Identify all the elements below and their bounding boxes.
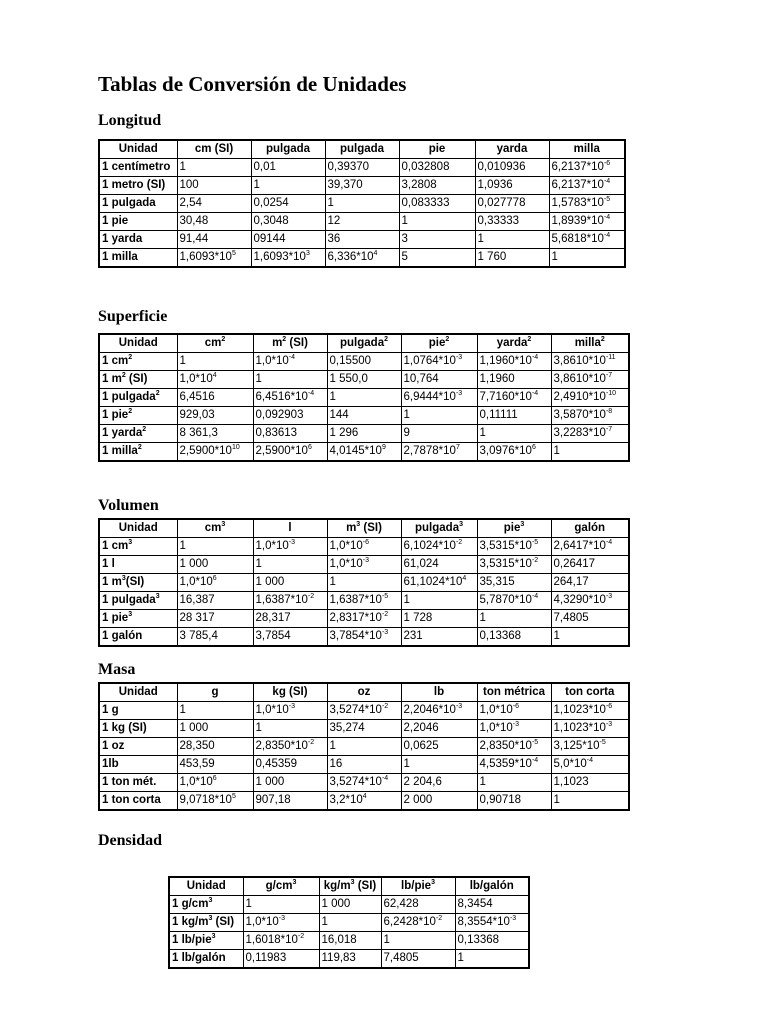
table-cell: 3 785,4 bbox=[177, 628, 253, 647]
table-row bbox=[99, 702, 629, 720]
table-row bbox=[99, 628, 629, 647]
column-header: pie$^2$ bbox=[401, 334, 477, 353]
table-cell: 1 bbox=[551, 628, 629, 647]
table-cell: 8,3454 bbox=[455, 896, 529, 914]
table-cell: $3,5870*10^{-8}$ bbox=[551, 407, 629, 425]
table-cell: $1,1023*10^{-6}$ bbox=[551, 702, 629, 720]
column-header: pie$^3$ bbox=[477, 519, 551, 538]
table-cell: 30,48 bbox=[177, 213, 251, 231]
table-cell: 1 bbox=[319, 914, 381, 932]
column-header: pulgada$^2$ bbox=[327, 334, 401, 353]
table-cell: $1,0*10^{-3}$ bbox=[327, 556, 401, 574]
table-cell: $1,0*10^4$ bbox=[177, 371, 253, 389]
column-header: pulgada$^3$ bbox=[401, 519, 477, 538]
table-row bbox=[99, 353, 629, 371]
column-header: Unidad bbox=[169, 877, 243, 896]
table-cell: 1,1960 bbox=[477, 371, 551, 389]
row-header-cell: 1 $g/cm^3$ bbox=[169, 896, 243, 914]
table-cell: $1,6018*10^{-2}$ bbox=[243, 932, 319, 950]
table-cell: $3,2283*10^{-7}$ bbox=[551, 425, 629, 443]
table-row bbox=[99, 792, 629, 811]
table-cell: 1 000 bbox=[253, 774, 327, 792]
column-header: pulgada bbox=[251, 140, 325, 159]
table-cell: 1 bbox=[551, 792, 629, 811]
table-row bbox=[169, 932, 529, 950]
column-header: lb/pie$^3$ bbox=[381, 877, 455, 896]
section-title-volumen: Volumen bbox=[98, 497, 159, 514]
table-cell: $2,5900*10^{10}$ bbox=[177, 443, 253, 462]
table-cell: $5,0*10^{-4}$ bbox=[551, 756, 629, 774]
table-cell: 0,11111 bbox=[477, 407, 551, 425]
table-cell: 36 bbox=[325, 231, 399, 249]
table-cell: $6,2137*10^{-6}$ bbox=[549, 159, 625, 177]
table-cell: 5 bbox=[399, 249, 475, 268]
table-cell: 907,18 bbox=[253, 792, 327, 811]
table-cell: $2,6417*10^{-4}$ bbox=[551, 538, 629, 556]
column-header: milla$^2$ bbox=[551, 334, 629, 353]
table-cell: 0,13368 bbox=[455, 932, 529, 950]
table-cell: 1 bbox=[327, 574, 401, 592]
conversion-table-volumen bbox=[98, 518, 630, 647]
row-header-cell: 1 pulgada$^2$ bbox=[99, 389, 177, 407]
row-header-cell: 1 kg (SI) bbox=[99, 720, 177, 738]
table-cell: $2,4910*10^{-10}$ bbox=[551, 389, 629, 407]
table-cell: 1 bbox=[401, 756, 477, 774]
column-header: $m^3$ (SI) bbox=[327, 519, 401, 538]
table-cell: 1 bbox=[243, 896, 319, 914]
table-cell: $2,8350*10^{-5}$ bbox=[477, 738, 551, 756]
table-cell: $3,5315*10^{-2}$ bbox=[477, 556, 551, 574]
table-cell: 1 bbox=[251, 177, 325, 195]
conversion-table-densidad bbox=[168, 876, 530, 969]
table-header-row bbox=[99, 683, 629, 702]
table-cell: 16,018 bbox=[319, 932, 381, 950]
table-cell: $1,0*10^{-3}$ bbox=[477, 720, 551, 738]
table-cell: $1,6387*10^{-2}$ bbox=[253, 592, 327, 610]
table-cell: 1 bbox=[477, 610, 551, 628]
table-cell: 1,0936 bbox=[475, 177, 549, 195]
table-cell: 1 bbox=[399, 213, 475, 231]
row-header-cell: 1 centímetro bbox=[99, 159, 177, 177]
table-cell: $4,0145*10^9$ bbox=[327, 443, 401, 462]
table-cell: $1,6093*10^5$ bbox=[177, 249, 251, 268]
table-row bbox=[99, 574, 629, 592]
column-header: Unidad bbox=[99, 140, 177, 159]
table-cell: 12 bbox=[325, 213, 399, 231]
table-cell: 1 000 bbox=[319, 896, 381, 914]
table-cell: 0,39370 bbox=[325, 159, 399, 177]
table-cell: $2,8350*10^{-2}$ bbox=[253, 738, 327, 756]
table-header-row bbox=[169, 877, 529, 896]
table-cell: $6,336*10^4$ bbox=[325, 249, 399, 268]
row-header-cell: 1 milla$^2$ bbox=[99, 443, 177, 462]
column-header: lb/galón bbox=[455, 877, 529, 896]
table-cell: $6,9444*10^{-3}$ bbox=[401, 389, 477, 407]
table-cell: $6,1024*10^{-2}$ bbox=[401, 538, 477, 556]
column-header: milla bbox=[549, 140, 625, 159]
section-title-densidad: Densidad bbox=[98, 832, 163, 849]
table-cell: 2 000 bbox=[401, 792, 477, 811]
table-cell: 1 bbox=[477, 774, 551, 792]
table-cell: 1 bbox=[475, 231, 549, 249]
table-cell: 8 361,3 bbox=[177, 425, 253, 443]
table-cell: 453,59 bbox=[177, 756, 253, 774]
table-cell: 1,1023 bbox=[551, 774, 629, 792]
table-cell: 0,0625 bbox=[401, 738, 477, 756]
table-cell: $3,125*10^{-5}$ bbox=[551, 738, 629, 756]
row-header-cell: 1 $m^2$ (SI) bbox=[99, 371, 177, 389]
table-row bbox=[99, 213, 625, 231]
table-cell: 1 728 bbox=[401, 610, 477, 628]
column-header: l bbox=[253, 519, 327, 538]
column-header: $m^2$ (SI) bbox=[253, 334, 327, 353]
row-header-cell: 1 pulgada$^3$ bbox=[99, 592, 177, 610]
table-cell: $1,0*10^{-6}$ bbox=[327, 538, 401, 556]
table-row bbox=[99, 738, 629, 756]
table-cell: $1,0*10^6$ bbox=[177, 574, 253, 592]
table-row bbox=[99, 177, 625, 195]
table-cell: $3,2*10^4$ bbox=[327, 792, 401, 811]
column-header: $g/cm^3$ bbox=[243, 877, 319, 896]
table-cell: 2,2046 bbox=[401, 720, 477, 738]
row-header-cell: 1 milla bbox=[99, 249, 177, 268]
table-cell: 3,2808 bbox=[399, 177, 475, 195]
section-title-longitud: Longitud bbox=[98, 112, 162, 129]
table-row bbox=[99, 720, 629, 738]
row-header-cell: 1 yarda bbox=[99, 231, 177, 249]
table-cell: 0,26417 bbox=[551, 556, 629, 574]
table-cell: 0,33333 bbox=[475, 213, 549, 231]
column-header: yarda$^2$ bbox=[477, 334, 551, 353]
table-cell: 1 bbox=[401, 407, 477, 425]
table-cell: $1,1960*10^{-4}$ bbox=[477, 353, 551, 371]
table-cell: $1,6093*10^3$ bbox=[251, 249, 325, 268]
table-cell: 0,3048 bbox=[251, 213, 325, 231]
table-row bbox=[99, 592, 629, 610]
row-header-cell: 1 g bbox=[99, 702, 177, 720]
table-cell: 119,83 bbox=[319, 950, 381, 969]
table-cell: $1,0*10^{-3}$ bbox=[253, 538, 327, 556]
table-cell: 7,4805 bbox=[381, 950, 455, 969]
table-cell: $7,7160*10^{-4}$ bbox=[477, 389, 551, 407]
table-cell: $4,5359*10^{-4}$ bbox=[477, 756, 551, 774]
row-header-cell: 1lb bbox=[99, 756, 177, 774]
table-cell: $1,0*10^{-3}$ bbox=[253, 702, 327, 720]
table-cell: 0,010936 bbox=[475, 159, 549, 177]
table-cell: 1 550,0 bbox=[327, 371, 401, 389]
conversion-table-masa bbox=[98, 682, 630, 811]
table-cell: $8,3554*10^{-3}$ bbox=[455, 914, 529, 932]
table-header-row bbox=[99, 519, 629, 538]
table-cell: 1 bbox=[177, 159, 251, 177]
table-cell: $3,8610*10^{-7}$ bbox=[551, 371, 629, 389]
table-cell: 0,15500 bbox=[327, 353, 401, 371]
table-cell: $5,6818*10^{-4}$ bbox=[549, 231, 625, 249]
table-cell: 7,4805 bbox=[551, 610, 629, 628]
table-row bbox=[99, 756, 629, 774]
table-cell: $2,7878*10^7$ bbox=[401, 443, 477, 462]
table-cell: $1,0*10^{-3}$ bbox=[243, 914, 319, 932]
row-header-cell: 1 metro (SI) bbox=[99, 177, 177, 195]
row-header-cell: 1 oz bbox=[99, 738, 177, 756]
table-cell: 1 bbox=[253, 720, 327, 738]
row-header-cell: 1 pie bbox=[99, 213, 177, 231]
table-cell: 0,092903 bbox=[253, 407, 327, 425]
table-header-row bbox=[99, 334, 629, 353]
row-header-cell: 1 lb/galón bbox=[169, 950, 243, 969]
table-cell: 1 bbox=[455, 950, 529, 969]
column-header: ton corta bbox=[551, 683, 629, 702]
column-header: ton métrica bbox=[477, 683, 551, 702]
table-cell: 2 204,6 bbox=[401, 774, 477, 792]
table-row bbox=[99, 425, 629, 443]
table-cell: 28,317 bbox=[253, 610, 327, 628]
table-cell: 0,032808 bbox=[399, 159, 475, 177]
table-cell: 91,44 bbox=[177, 231, 251, 249]
table-cell: $61,1024*10^4$ bbox=[401, 574, 477, 592]
row-header-cell: 1 lb/pie$^3$ bbox=[169, 932, 243, 950]
row-header-cell: 1 pie$^3$ bbox=[99, 610, 177, 628]
table-row bbox=[99, 407, 629, 425]
table-cell: $9,0718*10^5$ bbox=[177, 792, 253, 811]
table-row bbox=[99, 556, 629, 574]
table-row bbox=[99, 774, 629, 792]
column-header: galón bbox=[551, 519, 629, 538]
table-cell: 1 bbox=[381, 932, 455, 950]
row-header-cell: 1 $cm^2$ bbox=[99, 353, 177, 371]
table-row bbox=[99, 159, 625, 177]
table-row bbox=[99, 389, 629, 407]
table-cell: 264,17 bbox=[551, 574, 629, 592]
table-cell: $3,8610*10^{-11}$ bbox=[551, 353, 629, 371]
table-cell: $6,4516*10^{-4}$ bbox=[253, 389, 327, 407]
column-header: lb bbox=[401, 683, 477, 702]
table-cell: 3 bbox=[399, 231, 475, 249]
table-cell: 1 bbox=[549, 249, 625, 268]
table-cell: $4,3290*10^{-3}$ bbox=[551, 592, 629, 610]
table-cell: 1 bbox=[551, 443, 629, 462]
table-cell: $1,0*10^{-4}$ bbox=[253, 353, 327, 371]
table-cell: 0,0254 bbox=[251, 195, 325, 213]
table-cell: 1 bbox=[327, 389, 401, 407]
table-cell: 0,01 bbox=[251, 159, 325, 177]
table-cell: 2,54 bbox=[177, 195, 251, 213]
row-header-cell: 1 $m^3(SI)$ bbox=[99, 574, 177, 592]
row-header-cell: 1 galón bbox=[99, 628, 177, 647]
row-header-cell: 1 yarda$^2$ bbox=[99, 425, 177, 443]
table-cell: 1 bbox=[253, 371, 327, 389]
table-row bbox=[99, 249, 625, 268]
column-header: Unidad bbox=[99, 519, 177, 538]
table-row bbox=[99, 371, 629, 389]
table-cell: 35,315 bbox=[477, 574, 551, 592]
column-header: yarda bbox=[475, 140, 549, 159]
column-header: kg (SI) bbox=[253, 683, 327, 702]
table-cell: 09144 bbox=[251, 231, 325, 249]
table-cell: $6,2428*10^{-2}$ bbox=[381, 914, 455, 932]
table-row bbox=[99, 538, 629, 556]
table-cell: $1,0764*10^{-3}$ bbox=[401, 353, 477, 371]
table-cell: 929,03 bbox=[177, 407, 253, 425]
table-cell: 0,13368 bbox=[477, 628, 551, 647]
column-header: Unidad bbox=[99, 683, 177, 702]
column-header: g bbox=[177, 683, 253, 702]
table-cell: $1,0*10^{-6}$ bbox=[477, 702, 551, 720]
column-header: $cm^2$ bbox=[177, 334, 253, 353]
table-cell: $6,2137*10^{-4}$ bbox=[549, 177, 625, 195]
column-header: $kg/m^3$ (SI) bbox=[319, 877, 381, 896]
table-cell: 0,027778 bbox=[475, 195, 549, 213]
table-cell: $3,7854*10^{-3}$ bbox=[327, 628, 401, 647]
table-row bbox=[99, 231, 625, 249]
table-cell: 1 bbox=[253, 556, 327, 574]
table-cell: $1,8939*10^{-4}$ bbox=[549, 213, 625, 231]
table-cell: 62,428 bbox=[381, 896, 455, 914]
table-cell: 1 bbox=[325, 195, 399, 213]
section-title-masa: Masa bbox=[98, 661, 136, 678]
table-cell: 3,7854 bbox=[253, 628, 327, 647]
table-cell: 1 000 bbox=[253, 574, 327, 592]
table-cell: 35,274 bbox=[327, 720, 401, 738]
table-cell: 1 bbox=[401, 592, 477, 610]
column-header: pulgada bbox=[325, 140, 399, 159]
table-cell: 1 bbox=[177, 702, 253, 720]
table-cell: $1,5783*10^{-5}$ bbox=[549, 195, 625, 213]
table-cell: 6,4516 bbox=[177, 389, 253, 407]
table-cell: 10,764 bbox=[401, 371, 477, 389]
table-cell: 61,024 bbox=[401, 556, 477, 574]
table-cell: $2,8317*10^{-2}$ bbox=[327, 610, 401, 628]
table-cell: $1,1023*10^{-3}$ bbox=[551, 720, 629, 738]
table-cell: 0,83613 bbox=[253, 425, 327, 443]
table-cell: 0,45359 bbox=[253, 756, 327, 774]
table-cell: $3,5315*10^{-5}$ bbox=[477, 538, 551, 556]
table-cell: 0,083333 bbox=[399, 195, 475, 213]
table-row bbox=[99, 610, 629, 628]
table-cell: 28 317 bbox=[177, 610, 253, 628]
row-header-cell: 1 $kg/m^3$ (SI) bbox=[169, 914, 243, 932]
table-row bbox=[99, 195, 625, 213]
page-title: Tablas de Conversión de Unidades bbox=[98, 72, 407, 96]
table-cell: $3,5274*10^{-4}$ bbox=[327, 774, 401, 792]
table-row bbox=[169, 950, 529, 969]
table-cell: $3,0976*10^6$ bbox=[477, 443, 551, 462]
row-header-cell: 1 ton mét. bbox=[99, 774, 177, 792]
table-cell: 1 bbox=[477, 425, 551, 443]
table-cell: $1,6387*10^{-5}$ bbox=[327, 592, 401, 610]
conversion-table-longitud bbox=[98, 139, 626, 268]
table-cell: 1 bbox=[177, 538, 253, 556]
table-cell: 1 000 bbox=[177, 556, 253, 574]
table-row bbox=[169, 914, 529, 932]
table-cell: 100 bbox=[177, 177, 251, 195]
table-cell: 39,370 bbox=[325, 177, 399, 195]
table-cell: 1 bbox=[327, 738, 401, 756]
table-cell: 1 296 bbox=[327, 425, 401, 443]
column-header: $cm^3$ bbox=[177, 519, 253, 538]
table-cell: 28,350 bbox=[177, 738, 253, 756]
table-cell: $1,0*10^6$ bbox=[177, 774, 253, 792]
column-header: Unidad bbox=[99, 334, 177, 353]
row-header-cell: 1 $cm^3$ bbox=[99, 538, 177, 556]
table-row bbox=[99, 443, 629, 462]
column-header: oz bbox=[327, 683, 401, 702]
table-cell: 0,90718 bbox=[477, 792, 551, 811]
table-cell: 1 bbox=[177, 353, 253, 371]
column-header: pie bbox=[399, 140, 475, 159]
table-cell: 1 000 bbox=[177, 720, 253, 738]
conversion-table-superficie bbox=[98, 333, 630, 462]
row-header-cell: 1 pulgada bbox=[99, 195, 177, 213]
table-cell: 231 bbox=[401, 628, 477, 647]
table-row bbox=[169, 896, 529, 914]
row-header-cell: 1 pie$^2$ bbox=[99, 407, 177, 425]
table-cell: $2,5900*10^6$ bbox=[253, 443, 327, 462]
section-title-superficie: Superficie bbox=[98, 308, 168, 325]
table-cell: $3,5274*10^{-2}$ bbox=[327, 702, 401, 720]
table-cell: 0,11983 bbox=[243, 950, 319, 969]
table-cell: $2,2046*10^{-3}$ bbox=[401, 702, 477, 720]
table-cell: $5,7870*10^{-4}$ bbox=[477, 592, 551, 610]
table-cell: 16 bbox=[327, 756, 401, 774]
table-cell: 144 bbox=[327, 407, 401, 425]
table-cell: 1 760 bbox=[475, 249, 549, 268]
row-header-cell: 1 l bbox=[99, 556, 177, 574]
table-cell: 9 bbox=[401, 425, 477, 443]
column-header: cm (SI) bbox=[177, 140, 251, 159]
table-cell: 16,387 bbox=[177, 592, 253, 610]
row-header-cell: 1 ton corta bbox=[99, 792, 177, 811]
table-header-row bbox=[99, 140, 625, 159]
